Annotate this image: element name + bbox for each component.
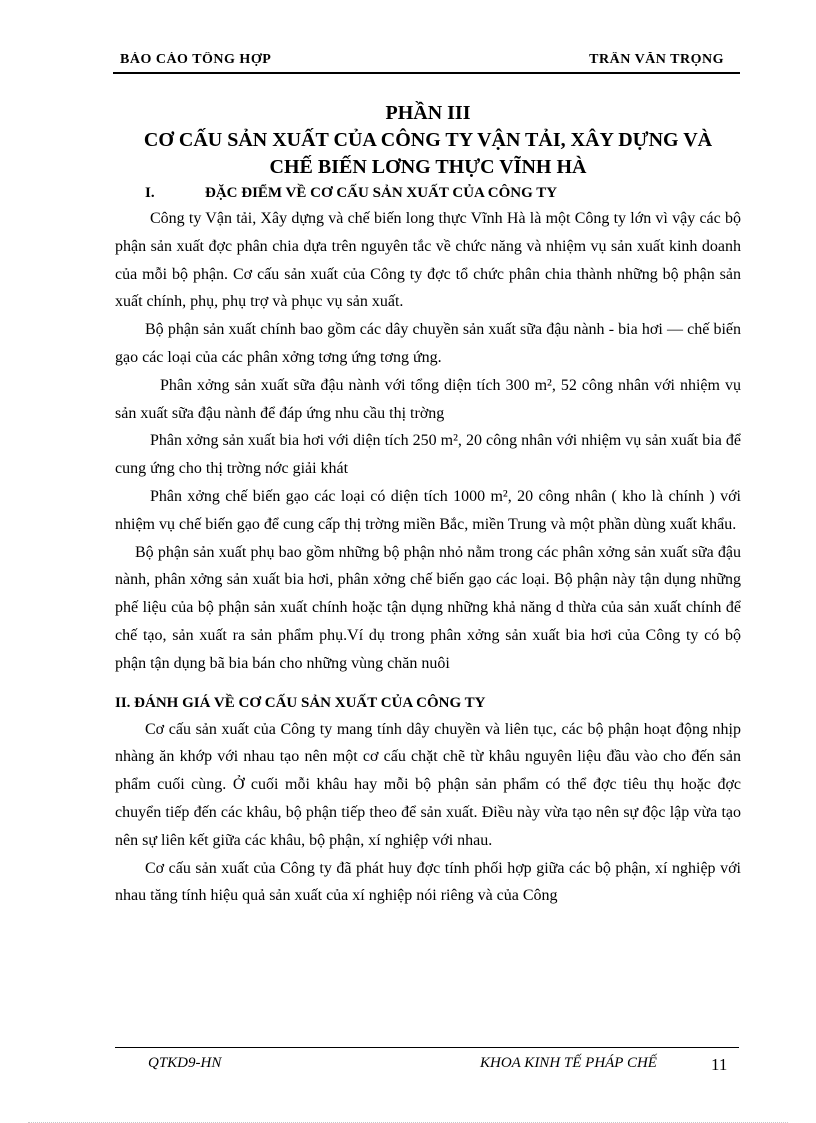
- footer-left: QTKD9-HN: [148, 1055, 222, 1071]
- paragraph: Phân xởng sản xuất sữa đậu nành với tổng diện tích 300 m², 52 công nhân với nhiệm vụ sản xuất sữa đậu nành để đáp ứng nhu cầu thị trờng: [115, 376, 741, 422]
- paragraph: Cơ cấu sản xuất của Công ty mang tính dây chuyền và liên tục, các bộ phận hoạt động nhịp nhàng ăn khớp với nhau tạo nên một cơ cấu chặt chẽ từ khâu nguyên liệu đầu vào cho đến sản phẩm cuối cùng. Ở cuối mỗi khâu hay mỗi bộ phận sản phẩm có thể đợc tiêu thụ hoặc đợc chuyển tiếp đến các khâu, bộ phận tiếp theo để sản xuất. Điều này vừa tạo nên sự độc lập vừa tạo nên sự liên kết giữa các khâu, bộ phận, xí nghiệp với nhau.: [115, 720, 741, 849]
- paragraph: Bộ phận sản xuất phụ bao gồm những bộ phận nhỏ nằm trong các phân xởng sản xuất sữa đậu nành, phân xởng sản xuất bia hơi, phân xởng chế biến gạo các loại. Bộ phận này tận dụng những phế liệu của bộ phận sản xuất chính hoặc tận dụng những khả năng d thừa của sản xuất chính để chế tạo, sản xuất ra sản phẩm phụ.Ví dụ trong phân xởng sản xuất bia hơi của Công ty có bộ phận tận dụng bã bia bán cho những vùng chăn nuôi: [115, 543, 741, 672]
- part-title: PHẦN III: [385, 102, 471, 124]
- paragraph: Phân xởng chế biến gạo các loại có diện tích 1000 m², 20 công nhân ( kho là chính ) với nhiệm vụ chế biến gạo để cung cấp thị trờng miền Bắc, miền Trung và một phần dùng xuất khẩu.: [115, 487, 741, 533]
- header-divider: [113, 72, 740, 74]
- paragraph: Bộ phận sản xuất chính bao gồm các dây chuyền sản xuất sữa đậu nành - bia hơi — chế biến gạo các loại của các phân xởng tơng ứng tơng ứng.: [115, 321, 741, 366]
- header-left: BÁO CÁO TỔNG HỢP: [120, 52, 272, 67]
- page-body: [115, 98, 741, 910]
- paragraph: Phân xởng sản xuất bia hơi với diện tích 250 m², 20 công nhân với nhiệm vụ sản xuất bia để cung ứng cho thị trờng nớc giải khát: [115, 432, 741, 478]
- chapter-title-line-2: CHẾ BIẾN LƠNG THỰC VĨNH HÀ: [269, 156, 587, 178]
- header-right: TRẦN VĂN TRỌNG: [589, 52, 724, 67]
- footer-divider: [115, 1047, 739, 1048]
- page-number: 11: [711, 1055, 728, 1074]
- section-2-heading: II. ĐÁNH GIÁ VỀ CƠ CẤU SẢN XUẤT CỦA CÔNG TY: [115, 694, 486, 711]
- section-1-title: ĐẶC ĐIỂM VỀ CƠ CẤU SẢN XUẤT CỦA CÔNG TY: [205, 185, 558, 201]
- section-1-number: I.: [145, 185, 155, 201]
- section-1-heading: [145, 181, 741, 205]
- paragraph: Cơ cấu sản xuất của Công ty đã phát huy đợc tính phối hợp giữa các bộ phận, xí nghiệp với nhau tăng tính hiệu quả sản xuất của xí nghiệp nói riêng và của Công: [115, 859, 741, 905]
- footer-right: KHOA KINH TẾ PHÁP CHẾ: [480, 1055, 657, 1071]
- chapter-title-line-1: CƠ CẤU SẢN XUẤT CỦA CÔNG TY VẬN TẢI, XÂY DỰNG VÀ: [143, 129, 713, 151]
- paragraph: Công ty Vận tải, Xây dựng và chế biến long thực Vĩnh Hà là một Công ty lớn vì vậy các bộ phận sản xuất đợc phân chia dựa trên nguyên tắc về chức năng và nhiệm vụ sản xuất kinh doanh của mỗi bộ phận. Cơ cấu sản xuất của Công ty đợc tổ chức phân chia thành những bộ phận sản xuất chính, phụ, phụ trợ và phục vụ sản xuất.: [115, 210, 741, 311]
